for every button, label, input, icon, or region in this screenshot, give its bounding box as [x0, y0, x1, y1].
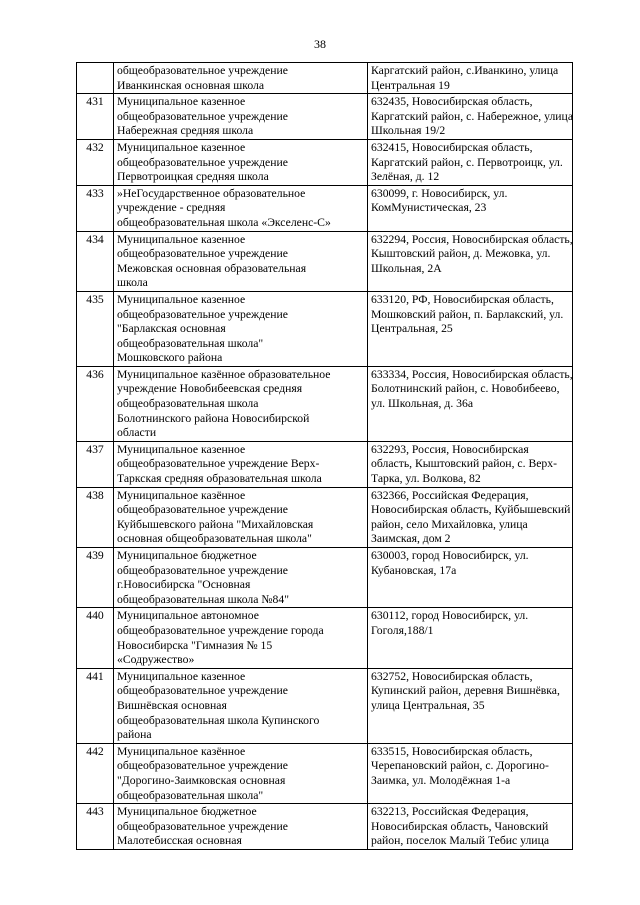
table-row — [77, 668, 573, 743]
institution-address-line: Гоголя,188/1 — [371, 623, 434, 637]
institution-address — [368, 231, 573, 291]
institution-name-line: школа — [117, 276, 148, 290]
table-row — [77, 487, 573, 547]
institution-name-line: общеобразовательная школа" — [117, 336, 264, 350]
institution-name-line: »НеГосударственное образовательное — [117, 186, 306, 200]
institution-name-line: Муниципальное казенное — [117, 442, 246, 456]
institution-address — [368, 487, 573, 547]
institution-name-line: «Содружество» — [117, 653, 195, 667]
institution-name-line: общеобразовательное учреждение — [117, 503, 288, 517]
table-body — [77, 63, 573, 850]
row-number: 442 — [77, 743, 114, 803]
institution-address-line: 632294, Россия, Новосибирская область, — [371, 232, 573, 246]
institution-name-line: общеобразовательная школа №84" — [117, 592, 289, 606]
institution-address-line: 633334, Россия, Новосибирская область, — [371, 367, 573, 381]
institution-name — [114, 94, 368, 140]
institution-name — [114, 139, 368, 185]
table-row — [77, 291, 573, 366]
institution-address — [368, 441, 573, 487]
institution-address-line: Каргатский район, с.Иванкино, улица — [371, 64, 559, 77]
institution-name-line: общеобразовательное учреждение — [117, 307, 288, 321]
institution-name-line: "Барлакская основная — [117, 322, 226, 336]
institution-name-line: Вишнёвская основная — [117, 698, 227, 712]
institution-name-line: Муниципальное казенное — [117, 292, 246, 306]
institution-name — [114, 185, 368, 231]
institution-name-line: Муниципальное казённое образовательное — [117, 367, 331, 381]
institution-address-line: 633120, РФ, Новосибирская область, — [371, 292, 554, 306]
row-number: 434 — [77, 231, 114, 291]
institution-address-line: Болотнинский район, с. Новобибеево, — [371, 382, 560, 396]
table-row — [77, 548, 573, 608]
institution-address-line: район, поселок Малый Тебис улица — [371, 834, 550, 848]
institution-name-line: района — [117, 728, 152, 742]
institution-name-line: общеобразовательная школа" — [117, 788, 264, 802]
institution-name — [114, 231, 368, 291]
table-row — [77, 63, 573, 94]
institution-name — [114, 441, 368, 487]
row-number — [77, 63, 114, 94]
institution-name-line: Межовская основная образовательная — [117, 261, 307, 275]
institution-name-line: "Дорогино-Заимковская основная — [117, 773, 286, 787]
institution-name-line: общеобразовательное учреждение — [117, 109, 288, 123]
institution-name-line: Малотебисская основная — [117, 834, 242, 848]
row-number: 438 — [77, 487, 114, 547]
institution-address-line: Центральная 19 — [371, 78, 450, 92]
institution-address — [368, 608, 573, 668]
institution-name-line: учреждение Новобибеевская средняя — [117, 382, 303, 396]
institution-address — [368, 291, 573, 366]
institution-name-line: общеобразовательное учреждение — [117, 819, 288, 833]
institution-address-line: Черепановский район, с. Дорогино- — [371, 759, 549, 773]
institution-name — [114, 743, 368, 803]
institution-name-line: общеобразовательное учреждение города — [117, 623, 324, 637]
institution-name-line: Муниципальное казенное — [117, 95, 246, 109]
table-row — [77, 231, 573, 291]
institution-address-line: Заимская, дом 2 — [371, 532, 451, 546]
institution-address-line: 632293, Россия, Новосибирская — [371, 442, 529, 456]
institution-name-line: общеобразовательное учреждение — [117, 684, 288, 698]
institution-name-line: общеобразовательная школа Купинского — [117, 713, 320, 727]
institution-name-line: общеобразовательное учреждение — [117, 155, 288, 169]
row-number: 441 — [77, 668, 114, 743]
institution-name — [114, 548, 368, 608]
institution-address-line: Каргатский район, с. Набережное, улица — [371, 109, 574, 123]
table-row — [77, 185, 573, 231]
row-number: 432 — [77, 139, 114, 185]
institution-address-line: 632435, Новосибирская область, — [371, 95, 533, 109]
institution-address-line: Центральная, 25 — [371, 322, 453, 336]
institution-address — [368, 63, 573, 94]
institution-address — [368, 94, 573, 140]
institution-address-line: Новосибирская область, Чановский — [371, 819, 549, 833]
institution-name — [114, 366, 368, 441]
institution-name-line: Муниципальное казенное — [117, 140, 246, 154]
institution-name-line: Куйбышевского района "Михайловская — [117, 517, 314, 531]
institution-address-line: Школьная 19/2 — [371, 124, 446, 138]
institution-name — [114, 804, 368, 850]
institution-address — [368, 185, 573, 231]
table-row — [77, 743, 573, 803]
institution-address — [368, 668, 573, 743]
institution-address-line: 630003, город Новосибирск, ул. — [371, 549, 529, 562]
institution-name-line: Муниципальное бюджетное — [117, 549, 257, 562]
institution-address-line: 632415, Новосибирская область, — [371, 140, 533, 154]
institution-name-line: Первотроицкая средняя школа — [117, 170, 269, 184]
institution-name-line: Муниципальное казённое — [117, 744, 246, 758]
institution-address — [368, 804, 573, 850]
institution-address — [368, 548, 573, 608]
institution-name-line: Набережная средняя школа — [117, 124, 254, 138]
row-number: 436 — [77, 366, 114, 441]
institution-name-line: Таркская средняя образовательная школа — [117, 472, 322, 486]
institution-name-line: Мошковского района — [117, 351, 223, 365]
institution-name-line: Муниципальное казенное — [117, 669, 246, 683]
institution-address-line: 632366, Российская Федерация, — [371, 488, 529, 502]
institution-name-line: общеобразовательное учреждение — [117, 563, 288, 577]
row-number: 443 — [77, 804, 114, 850]
institution-name-line: общеобразовательная школа «Экселенс-С» — [117, 215, 331, 229]
table-row — [77, 608, 573, 668]
row-number: 439 — [77, 548, 114, 608]
institution-name-line: Болотнинского района Новосибирской — [117, 411, 310, 425]
institution-name-line: общеобразовательное учреждение — [117, 759, 288, 773]
institution-address-line: Новосибирская область, Куйбышевский — [371, 503, 571, 517]
institution-name-line: общеобразовательное учреждение — [117, 247, 288, 261]
institution-name — [114, 487, 368, 547]
institution-address-line: Школьная, 2А — [371, 261, 442, 275]
institution-name — [114, 291, 368, 366]
institution-name — [114, 668, 368, 743]
institution-name-line: Муниципальное казённое — [117, 488, 246, 502]
institution-address-line: область, Кыштовский район, с. Верх- — [371, 457, 558, 471]
institution-name-line: Муниципальное бюджетное — [117, 805, 257, 819]
institution-address-line: Заимка, ул. Молодёжная 1-а — [371, 773, 511, 787]
institution-address-line: 633515, Новосибирская область, — [371, 744, 533, 758]
page-number: 38 — [314, 37, 326, 51]
institution-address-line: Каргатский район, с. Первотроицк, ул. — [371, 155, 563, 169]
institution-name-line: Муниципальное автономное — [117, 609, 259, 623]
institution-address-line: 632213, Российская Федерация, — [371, 805, 529, 819]
table-row — [77, 804, 573, 850]
table-row — [77, 94, 573, 140]
institution-address-line: Купинский район, деревня Вишнёвка, — [371, 684, 560, 698]
row-number: 440 — [77, 608, 114, 668]
institution-address-line: 630099, г. Новосибирск, ул. — [371, 186, 508, 200]
institution-address-line: улица Центральная, 35 — [371, 698, 485, 712]
institution-address-line: 632752, Новосибирская область, — [371, 669, 533, 683]
institution-address-line: КомМунистическая, 23 — [371, 201, 487, 215]
institution-address-line: Мошковский район, п. Барлакский, ул. — [371, 307, 564, 321]
institution-name-line: основная общеобразовательная школа" — [117, 532, 312, 546]
row-number: 431 — [77, 94, 114, 140]
institution-address-line: 630112, город Новосибирск, ул. — [371, 609, 529, 623]
row-number: 435 — [77, 291, 114, 366]
table-row — [77, 441, 573, 487]
institution-name — [114, 63, 368, 94]
institution-name-line: общеобразовательное учреждение — [117, 64, 288, 77]
institution-address-line: ул. Школьная, д. 36а — [371, 397, 474, 411]
institution-address — [368, 743, 573, 803]
institution-name-line: учреждение - средняя — [117, 201, 226, 215]
institution-address-line: район, село Михайловка, улица — [371, 517, 528, 531]
institution-address — [368, 139, 573, 185]
institution-name-line: области — [117, 426, 157, 440]
schools-table — [76, 62, 573, 850]
institution-name-line: Иванкинская основная школа — [117, 78, 265, 92]
row-number: 433 — [77, 185, 114, 231]
institution-name-line: Муниципальное казенное — [117, 232, 246, 246]
institution-address-line: Кубановская, 17а — [371, 563, 457, 577]
institution-address-line: Зелёная, д. 12 — [371, 170, 440, 184]
table-row — [77, 366, 573, 441]
institution-address — [368, 366, 573, 441]
institution-name-line: Новосибирска "Гимназия № 15 — [117, 638, 273, 652]
institution-name-line: общеобразовательная школа — [117, 397, 259, 411]
row-number: 437 — [77, 441, 114, 487]
institution-address-line: Тарка, ул. Волкова, 82 — [371, 472, 481, 486]
institution-name — [114, 608, 368, 668]
table-row — [77, 139, 573, 185]
institution-address-line: Кыштовский район, д. Межовка, ул. — [371, 247, 551, 261]
institution-name-line: общеобразовательное учреждение Верх- — [117, 457, 320, 471]
institution-name-line: г.Новосибирска "Основная — [117, 578, 251, 592]
